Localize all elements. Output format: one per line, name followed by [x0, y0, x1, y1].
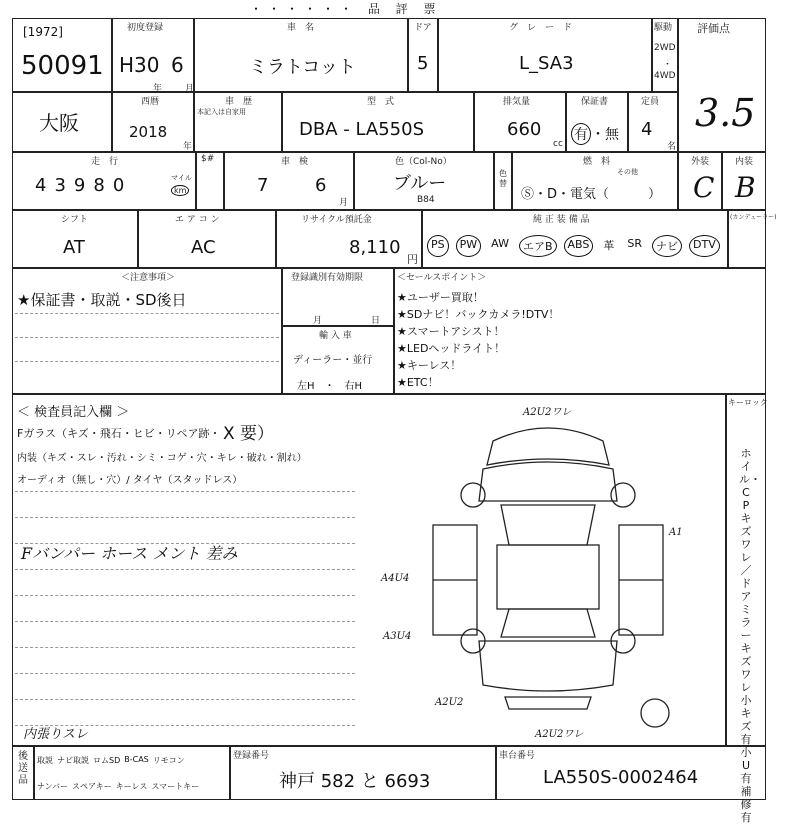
reg-validity-label: 登録識別有効期限 [291, 273, 364, 283]
car-name-cell [194, 18, 408, 92]
color-change-cell [494, 152, 512, 210]
drive-label: 駆動 [654, 23, 673, 33]
history-label: 車 歴 [225, 97, 253, 107]
inspection-label: 車 検 [281, 157, 309, 167]
sales-point-item: ★SDナビ！バックカメラ!DTV！ [397, 308, 560, 321]
year-value: 2018 [129, 123, 168, 141]
car-spare-circle [641, 699, 669, 727]
equipment-item: AW [491, 237, 509, 250]
history-cell [194, 92, 282, 152]
region-value: 大阪 [39, 111, 79, 135]
color-cell [354, 152, 494, 210]
inspector-label: ＜ 検査員記入欄 ＞ [17, 405, 130, 420]
later-item: 取説 [37, 756, 53, 765]
car-front-left-wheel [461, 483, 485, 507]
mileage-cell [12, 152, 196, 210]
car-hood [479, 462, 617, 501]
displacement-value: 660 [507, 119, 542, 140]
later-item: キーレス [115, 782, 148, 791]
interior-label: 内装 [735, 157, 754, 167]
warranty-label: 保証書 [581, 97, 609, 107]
car-roof [497, 545, 599, 609]
color-label: 色（Col-No） [395, 157, 452, 167]
equipment-item: PS [427, 235, 449, 257]
recycle-cell [276, 210, 422, 268]
car-rear-window [501, 609, 595, 637]
fuel-label: 燃 料 [583, 157, 611, 167]
equipment-item: ナビ [652, 235, 682, 257]
mileage-label: 走 行 [91, 157, 119, 167]
score-value: 3.5 [695, 91, 756, 135]
drive-4wd: 4WD [654, 71, 676, 81]
mark-left-1: A4U4 [381, 573, 410, 584]
warranty-sep: ・ [591, 127, 605, 143]
shift-value: AT [63, 237, 85, 258]
score-cell [678, 18, 766, 152]
year-unit: 年 [183, 142, 193, 152]
car-windshield [501, 505, 595, 545]
inspector-cell [12, 394, 726, 746]
mileage-mark-cell [196, 152, 224, 210]
mileage-digit: 8 [93, 175, 113, 196]
mileage-digit: 0 [112, 175, 133, 196]
lot-cell [12, 18, 112, 92]
keylock-cell [726, 394, 768, 824]
doors-cell [408, 18, 438, 92]
sales-point-item: ★LEDヘッドライト！ [397, 342, 506, 355]
mileage-digit: 4 [35, 175, 55, 196]
model-cell [282, 92, 474, 152]
car-front-right-wheel [611, 483, 635, 507]
vin-value: LA550S-0002464 [543, 767, 699, 788]
drive-2wd: 2WD [654, 43, 676, 53]
interior-cell [722, 152, 766, 210]
mileage-unit-mile: マイル [171, 174, 192, 182]
later-items-cell [34, 746, 230, 800]
recycle-unit: 円 [407, 253, 418, 266]
notes-cell [12, 268, 282, 394]
later-item: リモコン [152, 756, 185, 765]
inspector-glass-mark: X 要） [223, 424, 275, 444]
sales-points-cell [394, 268, 766, 394]
color-change-label: 色替 [499, 169, 507, 188]
inspector-glass: Fガラス（キズ・飛石・ヒビ・リペア跡・ [17, 427, 221, 440]
grade-value: L_SA3 [519, 53, 574, 74]
import-dealer: ディーラー・並行 [293, 355, 373, 366]
model-label: 型 式 [367, 97, 395, 107]
notes-label: ＜注意事項＞ [121, 273, 176, 283]
year-label: 西暦 [141, 97, 160, 107]
inspector-audio: オーディオ（無し・穴）/ タイヤ（スタッドレス） [17, 475, 243, 486]
capacity-unit: 名 [667, 142, 677, 152]
first-reg-month: 6 [171, 53, 184, 77]
warranty-yes: 有 [571, 123, 591, 145]
inspection-year: 7 [257, 175, 269, 196]
car-trunk [479, 641, 617, 691]
equipment-extra-label: (カンデューラー) [730, 214, 777, 221]
later-items-row2 [37, 781, 199, 792]
reg-validity-month: 月 [313, 316, 323, 326]
shift-cell [12, 210, 138, 268]
keylock-label: キーロック [728, 398, 768, 407]
first-reg-month-unit: 月 [185, 84, 195, 94]
mark-right: A1 [669, 527, 683, 538]
fuel-options: Ⓢ・D・電気（ ） [521, 187, 662, 202]
inspector-handwritten: Fバンパー ホース メント 差み [21, 544, 238, 563]
mark-top: A2U2ワレ [523, 407, 572, 418]
mileage-mark-label: $# [201, 154, 215, 164]
later-items-label: 後送品 [18, 751, 28, 786]
model-value: DBA - LA550S [299, 119, 424, 140]
mileage-digit: 3 [54, 175, 74, 196]
reg-number-label: 登録番号 [233, 751, 270, 761]
car-front-bumper [487, 428, 609, 465]
side-text: ホイル・CPキズ ワレ ／ドアミラーキズ ワレ 小キズ 有 小U 有 補修有 [739, 447, 761, 824]
sales-points-list [397, 289, 559, 391]
reg-number-value: 神戸 582 と 6693 [279, 771, 431, 792]
mileage-unit-km: km [171, 185, 189, 196]
equipment-item: PW [456, 235, 482, 257]
equipment-cell [422, 210, 728, 268]
later-item: スペアキー [72, 782, 112, 791]
recycle-value: 8,110 [349, 237, 401, 258]
grade-label: グ レ ー ド [509, 23, 573, 33]
grade-cell [438, 18, 652, 92]
doors-value: 5 [417, 53, 429, 74]
sheet-title: ・・・・・・ 品 評 票 [250, 2, 442, 16]
inspector-handwritten-2: 内張りスレ [23, 727, 89, 742]
mark-left-2: A3U4 [383, 631, 412, 642]
displacement-cell [474, 92, 566, 152]
first-reg-label: 初度登録 [127, 23, 164, 33]
first-reg-year: H30 [119, 53, 160, 77]
drive-sep: ・ [663, 60, 673, 70]
warranty-no: 無 [605, 127, 619, 143]
reg-number-cell [230, 746, 496, 800]
shift-label: シフト [61, 215, 89, 225]
mark-bottom-left: A2U2 [435, 697, 464, 708]
exterior-value: C [693, 171, 715, 204]
aircon-cell [138, 210, 276, 268]
year-cell [112, 92, 194, 152]
equipment-item: SR [627, 237, 643, 250]
reg-validity-day: 日 [371, 316, 381, 326]
vin-cell [496, 746, 766, 800]
first-reg-unit: 年 [153, 84, 163, 94]
aircon-value: AC [191, 237, 216, 258]
exterior-cell [678, 152, 722, 210]
fuel-cell [512, 152, 678, 210]
color-code: B84 [417, 195, 435, 205]
exterior-label: 外装 [691, 157, 710, 167]
mark-bottom: A2U2ワレ [535, 729, 584, 740]
later-items-label-cell [12, 746, 34, 800]
capacity-value: 4 [641, 119, 653, 140]
inspector-interior: 内装（キズ・スレ・汚れ・シミ・コゲ・穴・キレ・破れ・割れ） [17, 453, 307, 464]
later-item: ロムSD [93, 756, 121, 765]
displacement-unit: cc [553, 139, 563, 149]
fuel-other: その他 [617, 168, 638, 176]
inspection-cell [224, 152, 354, 210]
later-item: ナビ取説 [57, 756, 89, 765]
import-cell [282, 326, 394, 394]
region-cell [12, 92, 112, 152]
capacity-cell [628, 92, 678, 152]
inspection-unit: 月 [339, 198, 349, 208]
car-name-value: ミラトコット [249, 57, 356, 78]
sales-point-item: ★スマートアシスト！ [397, 325, 505, 338]
equipment-item: エアB [519, 235, 557, 257]
car-diagram [373, 405, 723, 745]
lot-number: 50091 [21, 51, 104, 81]
warranty-cell [566, 92, 628, 152]
car-name-label: 車 名 [287, 23, 315, 33]
displacement-label: 排気量 [503, 97, 531, 107]
import-label: 輸 入 車 [319, 331, 352, 341]
car-rear-bumper [505, 697, 591, 709]
interior-value: B [735, 171, 756, 204]
import-steer: 左H ・ 右H [297, 381, 363, 392]
aircon-label: エ ア コ ン [175, 215, 220, 225]
inspection-month: 6 [315, 175, 327, 196]
recycle-label: リサイクル預託金 [301, 215, 372, 225]
equipment-label: 純 正 装 備 品 [533, 215, 590, 225]
color-value: ブルー [393, 173, 447, 194]
equipment-item: 革 [603, 239, 615, 252]
vin-label: 車台番号 [499, 751, 536, 761]
equipment-item: DTV [689, 235, 720, 257]
mileage-digit: 9 [73, 175, 94, 196]
drive-cell [652, 18, 678, 92]
equipment-row [427, 235, 720, 257]
sales-point-item: ★キーレス！ [397, 359, 462, 372]
later-item: スマートキー [151, 782, 200, 791]
lot-code: [1972] [23, 25, 63, 39]
equipment-item: ABS [564, 235, 594, 257]
sales-point-item: ★ユーザー買取！ [397, 291, 484, 304]
equipment-extra-cell [728, 210, 777, 268]
notes-text: ★保証書・取説・SD後日 [17, 291, 187, 309]
reg-validity-cell [282, 268, 394, 326]
score-label: 評価点 [697, 22, 730, 35]
later-items-row1 [37, 755, 185, 766]
later-item: ナンバー [37, 782, 69, 791]
later-item: B-CAS [124, 755, 149, 764]
doors-label: ドア [414, 23, 432, 33]
sales-points-label: ＜セールスポイント＞ [397, 273, 487, 283]
sales-point-item: ★ETC！ [397, 376, 439, 389]
capacity-label: 定員 [641, 97, 660, 107]
first-reg-cell [112, 18, 194, 92]
history-note: 本記入は自家用 [197, 108, 246, 116]
